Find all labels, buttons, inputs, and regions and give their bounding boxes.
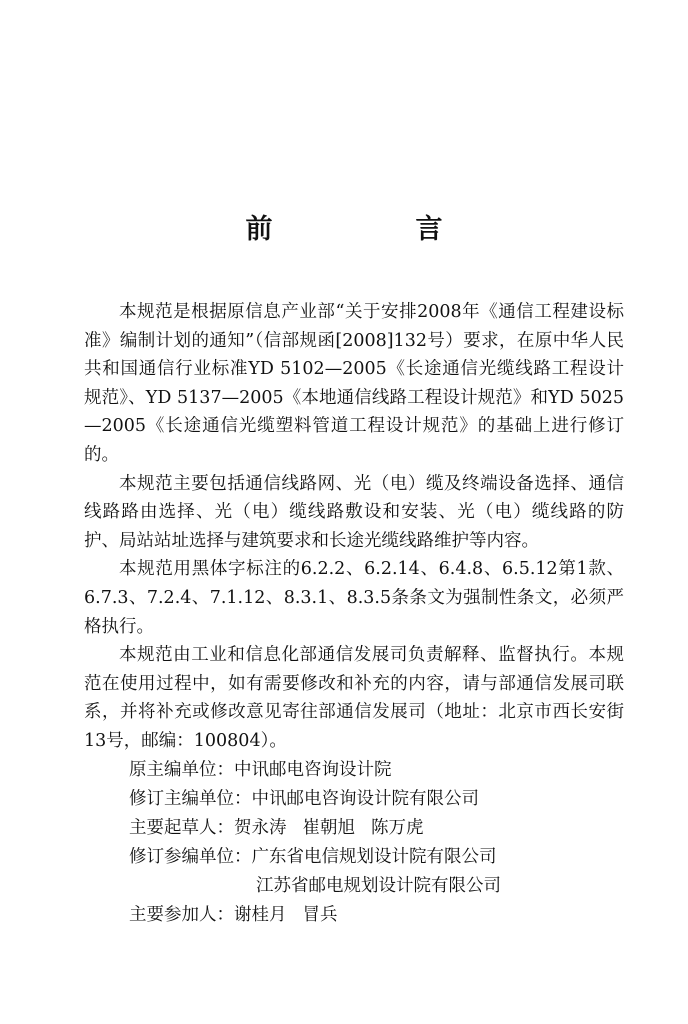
revision-participants-label: 修订参编单位： (129, 846, 252, 867)
drafter-name: 陈万虎 (371, 817, 424, 838)
participant-name: 冒兵 (302, 904, 338, 925)
revision-editor-label: 修订主编单位： (129, 788, 252, 809)
page-title: 前 言 (245, 214, 501, 245)
participants-line (84, 901, 624, 930)
drafter-name: 崔朝旭 (302, 817, 355, 838)
drafter-name: 贺永涛 (234, 817, 287, 838)
revision-participant-unit: 广东省电信规划设计院有限公司 (251, 846, 497, 867)
revision-participant-unit: 江苏省邮电规划设计院有限公司 (256, 875, 501, 896)
preface-body (84, 298, 624, 930)
original-editor-label: 原主编单位： (129, 759, 234, 780)
participants-label: 主要参加人： (129, 904, 234, 925)
paragraph-scope: 本规范主要包括通信线路网、光（电）缆及终端设备选择、通信线路路由选择、光（电）缆线路敷设和安装、光（电）缆线路的防护、局站站址选择与建筑要求和长途光缆线路维护等内容。 (84, 473, 624, 551)
drafters-label: 主要起草人： (129, 817, 234, 838)
revision-editor-value: 中讯邮电咨询设计院有限公司 (251, 788, 479, 809)
paragraph-interpretation: 本规范由工业和信息化部通信发展司负责解释、监督执行。本规范在使用过程中，如有需要修改和补充的内容，请与部通信发展司联系，并将补充或修改意见寄往部通信发展司（地址：北京市西长安街13号，邮编：100804）。 (84, 645, 624, 751)
original-editor-line (84, 756, 624, 785)
paragraph-basis: 本规范是根据原信息产业部“关于安排2008年《通信工程建设标准》编制计划的通知”（信部规函[2008]132号）要求，在原中华人民共和国通信行业标准YD 5102—2005《长途通信光缆线路工程设计规范》、YD 5137—2005《本地通信线路工程设计规范》和YD 5025—2005《长途通信光缆塑料管道工程设计规范》的基础上进行修订的。 (84, 302, 624, 465)
revision-editor-line (84, 785, 624, 814)
revision-participants-line-2 (84, 872, 624, 901)
revision-participants-line (84, 843, 624, 872)
paragraph-mandatory-clauses: 本规范用黑体字标注的6.2.2、6.2.14、6.4.8、6.5.12第1款、6.7.3、7.2.4、7.1.12、8.3.1、8.3.5条条文为强制性条文，必须严格执行。 (84, 559, 624, 637)
original-editor-value: 中讯邮电咨询设计院 (234, 759, 392, 780)
drafters-line (84, 814, 624, 843)
participant-name: 谢桂月 (234, 904, 287, 925)
